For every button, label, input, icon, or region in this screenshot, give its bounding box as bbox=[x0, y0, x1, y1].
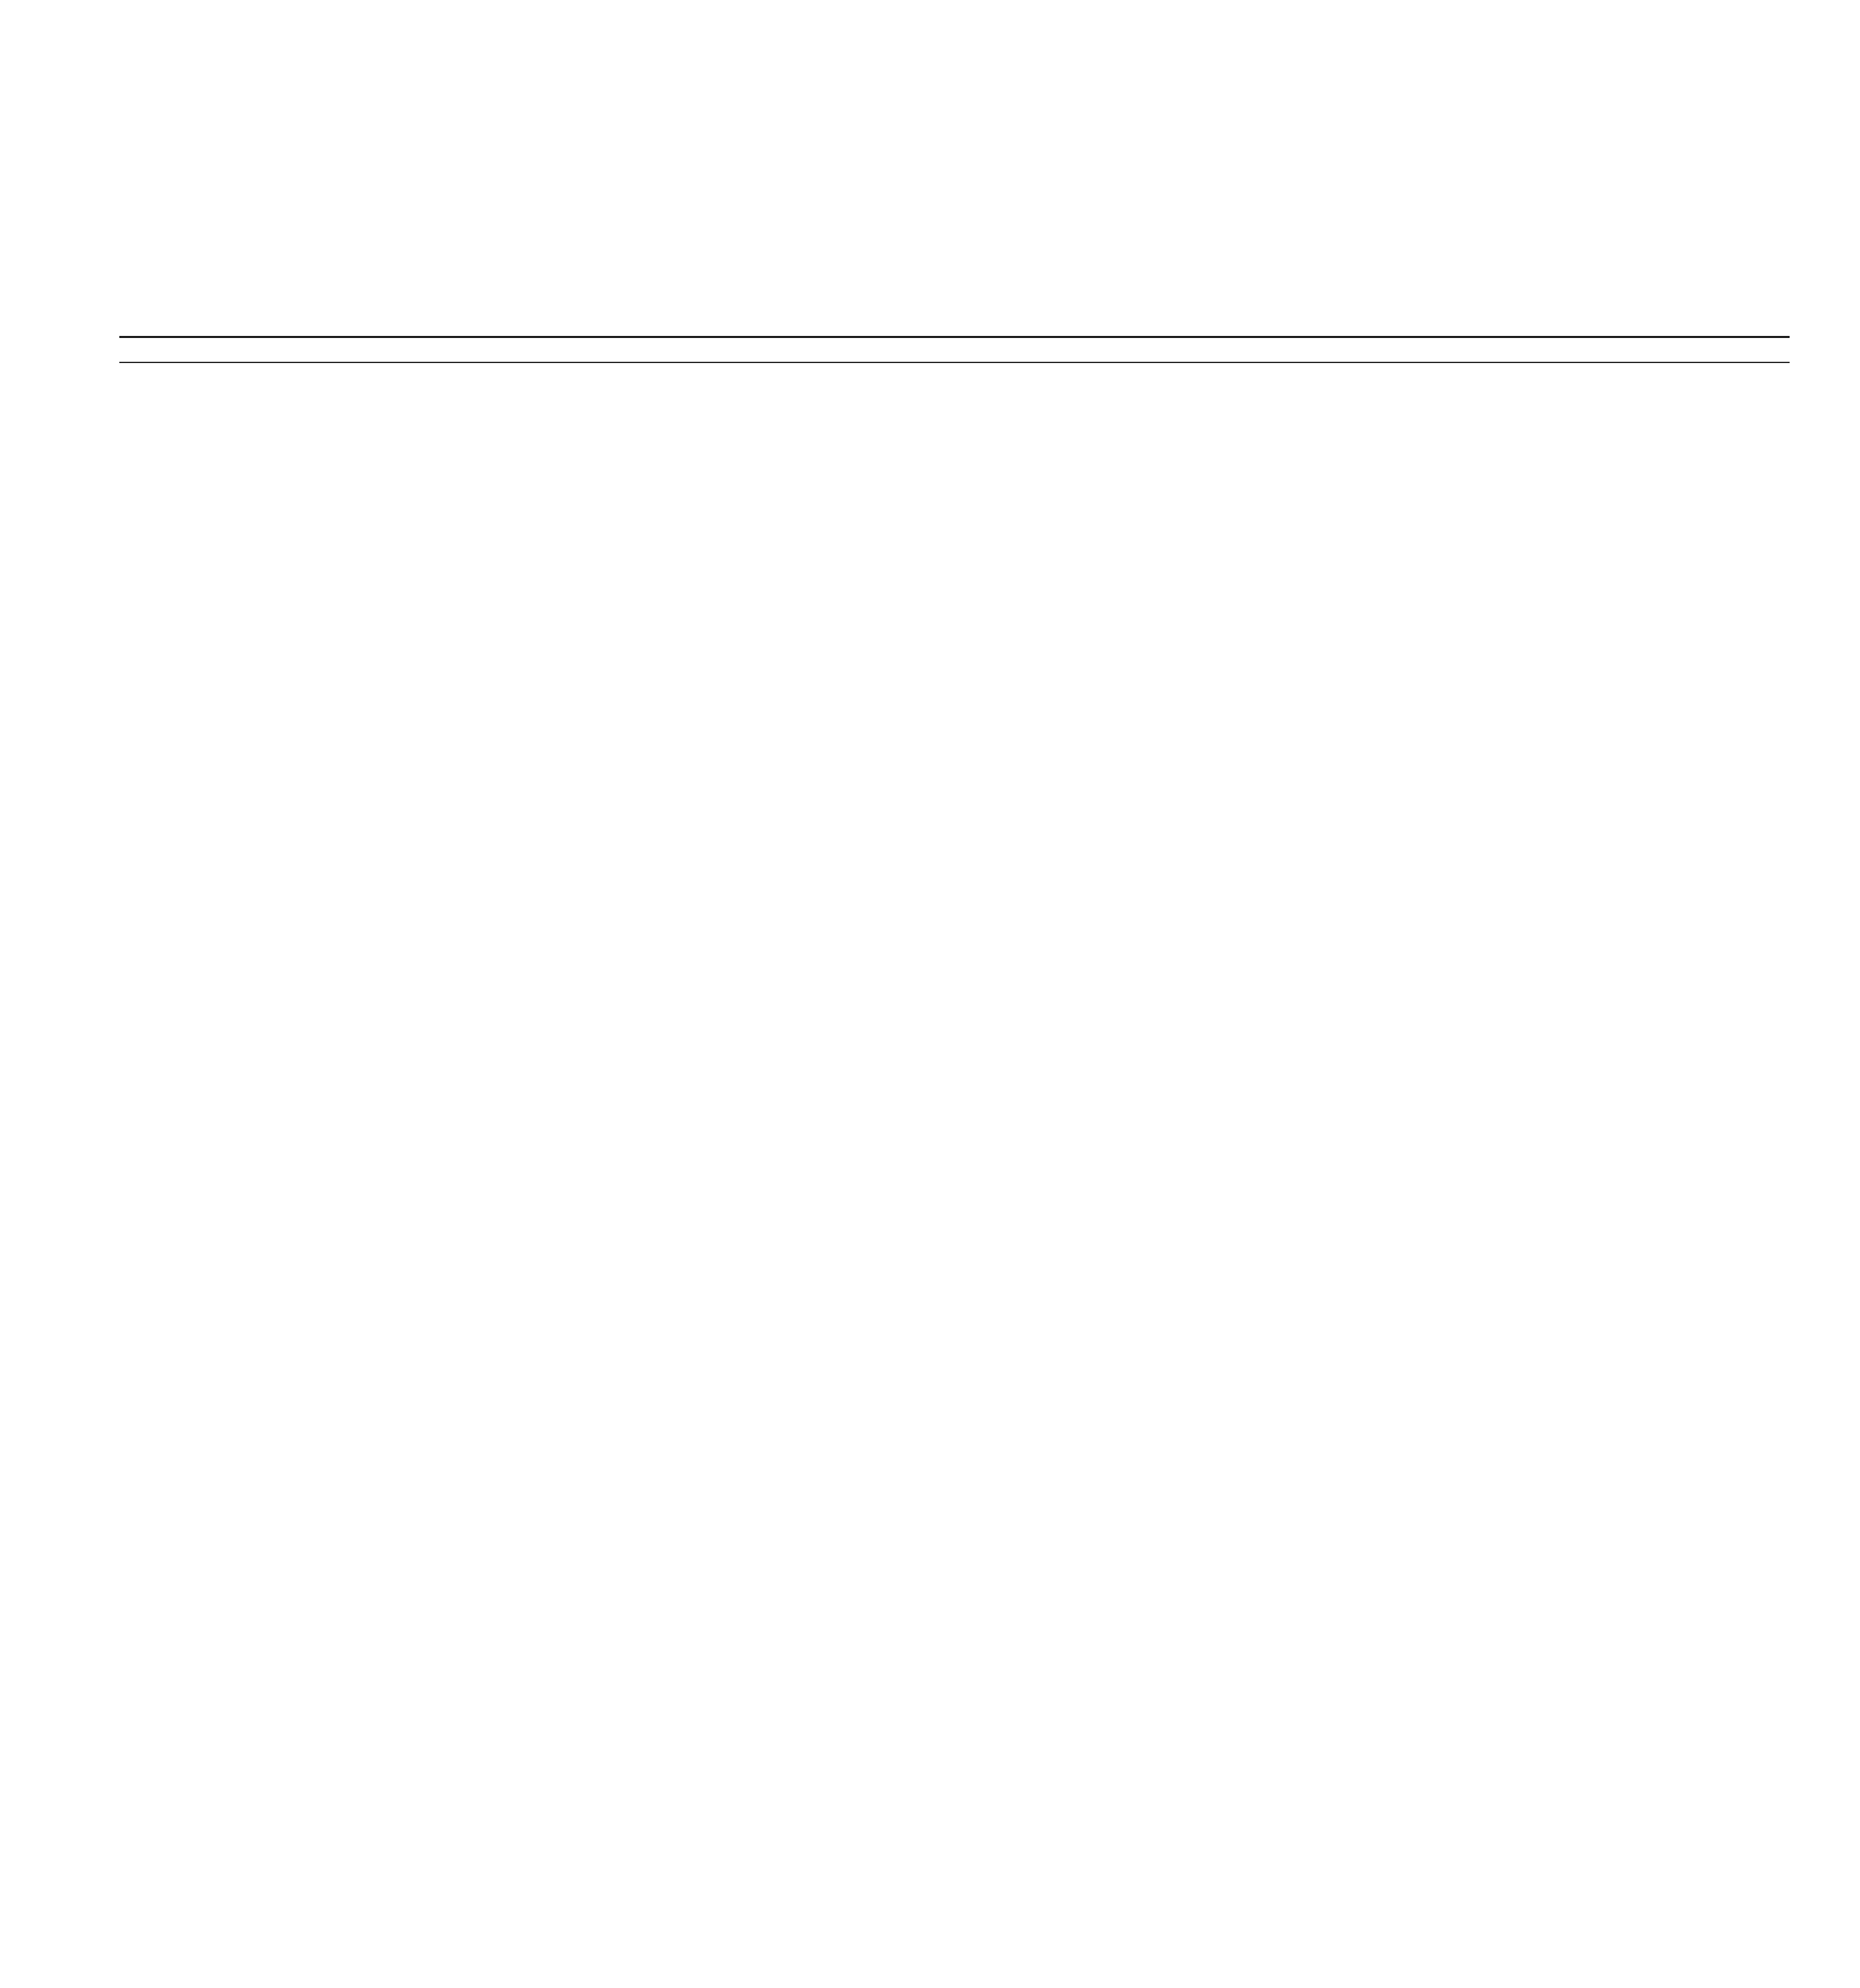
header-rule bbox=[119, 362, 1790, 363]
issue-number bbox=[1662, 350, 1672, 367]
jahrgang bbox=[123, 342, 140, 359]
header-rule bbox=[119, 336, 1790, 338]
